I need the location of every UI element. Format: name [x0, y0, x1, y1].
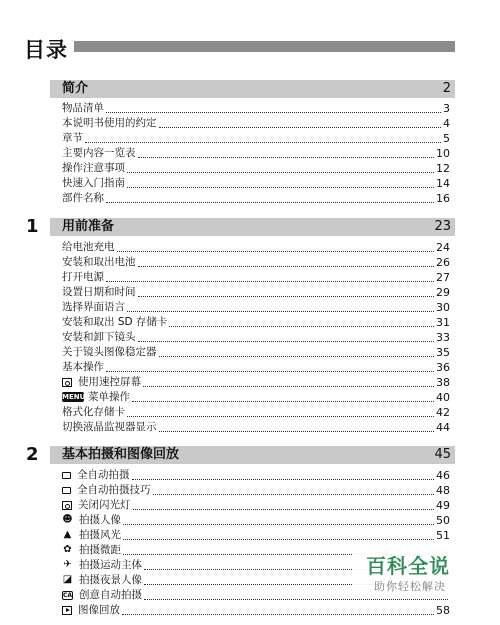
toc-page: 36 [436, 361, 450, 374]
section-page: 45 [434, 447, 451, 462]
toc-label-with-icon [62, 483, 151, 498]
toc-page: 27 [436, 271, 450, 284]
toc-item[interactable] [62, 176, 450, 191]
toc-page: 42 [436, 406, 450, 419]
toc-label: 主要内容一览表 [62, 147, 136, 159]
toc-page: 5 [443, 132, 450, 145]
toc-label: 关闭闪光灯 [78, 499, 131, 511]
toc-item[interactable] [62, 270, 450, 285]
toc-page: 24 [436, 241, 450, 254]
toc-item[interactable] [62, 116, 450, 131]
leader-dots [127, 416, 434, 417]
title-rule [74, 41, 455, 52]
toc-label: 安装和取出 SD 存储卡 [62, 316, 168, 328]
toc-label: 本说明书使用的约定 [62, 117, 157, 129]
toc-item[interactable] [62, 375, 450, 390]
toc-item[interactable] [62, 390, 450, 405]
toc-label: 物品清单 [62, 102, 104, 114]
toc-page: 29 [436, 286, 450, 299]
toc-page: 46 [436, 469, 450, 482]
toc-item[interactable] [62, 131, 450, 146]
portrait-icon: ☻ [62, 514, 73, 525]
toc-item[interactable] [62, 300, 450, 315]
toc-item[interactable] [62, 161, 450, 176]
toc-label-with-icon [62, 573, 142, 588]
toc-label-with-icon [62, 375, 141, 390]
toc-label: 格式化存储卡 [62, 406, 125, 418]
toc-item[interactable] [62, 191, 450, 206]
toc-label: 拍摄夜景人像 [79, 574, 142, 586]
toc-label: 部件名称 [62, 192, 104, 204]
chapter-number: 2 [26, 444, 39, 465]
toc-label-with-icon [62, 498, 131, 513]
toc-item[interactable] [62, 420, 450, 435]
toc-page: 49 [436, 499, 450, 512]
toc-label: 全自动拍摄技巧 [77, 484, 151, 496]
toc-page: 51 [436, 529, 450, 542]
leader-dots [123, 539, 434, 540]
toc-page: 12 [436, 162, 450, 175]
night-portrait-icon: ◪ [62, 574, 73, 585]
section-header-ch1[interactable] [50, 218, 455, 236]
toc-label: 操作注意事项 [62, 162, 125, 174]
leader-dots [159, 431, 435, 432]
toc-item[interactable] [62, 101, 450, 116]
toc-page: 33 [436, 331, 450, 344]
leader-dots [132, 401, 434, 402]
leader-dots [169, 326, 434, 327]
section-title: 用前准备 [62, 219, 115, 234]
toc-label-with-icon [62, 603, 120, 618]
watermark-title: 百科全说 [366, 554, 450, 578]
toc-item[interactable] [62, 528, 450, 543]
toc-page: 3 [443, 102, 450, 115]
leader-dots [144, 599, 448, 600]
section-page: 23 [434, 219, 451, 234]
toc-page: 26 [436, 256, 450, 269]
leader-dots [106, 202, 434, 203]
toc-item[interactable] [62, 603, 450, 618]
toc-list-ch1 [62, 240, 450, 435]
leader-dots [133, 509, 435, 510]
toc-item[interactable] [62, 405, 450, 420]
leader-dots [159, 127, 442, 128]
toc-label-with-icon [62, 390, 130, 405]
toc-page: 30 [436, 301, 450, 314]
toc-label-with-icon [62, 588, 142, 603]
toc-label: 全自动拍摄 [77, 469, 130, 481]
toc-page: 14 [436, 177, 450, 190]
playback-icon [62, 606, 72, 615]
toc-label: 关于镜头图像稳定器 [62, 346, 157, 358]
toc-label: 给电池充电 [62, 241, 115, 253]
leader-dots [85, 142, 441, 143]
toc-item[interactable] [62, 513, 450, 528]
toc-label-with-icon [62, 558, 142, 573]
leader-dots [122, 614, 434, 615]
section-header-ch2[interactable] [50, 446, 455, 464]
leader-dots [143, 386, 434, 387]
toc-page: 10 [436, 147, 450, 160]
leader-dots [117, 251, 435, 252]
toc-label-with-icon [62, 513, 121, 528]
toc-label: 打开电源 [62, 271, 104, 283]
toc-item[interactable] [62, 498, 450, 513]
toc-list-intro [62, 101, 450, 206]
toc-label: 拍摄风光 [79, 529, 121, 541]
quick-control-icon [62, 378, 72, 387]
toc-page: 44 [436, 421, 450, 434]
leader-dots [127, 311, 434, 312]
toc-label-with-icon [62, 468, 130, 483]
toc-label: 图像回放 [78, 604, 120, 616]
page-title: 目录 [24, 38, 68, 62]
toc-item[interactable] [62, 285, 450, 300]
toc-label: 拍摄微距 [79, 544, 121, 556]
leader-dots [106, 371, 434, 372]
toc-page: 58 [436, 604, 450, 617]
toc-item[interactable] [62, 483, 450, 498]
toc-label: 快速入门指南 [62, 177, 125, 189]
toc-label: 选择界面语言 [62, 301, 125, 313]
full-auto-icon [62, 487, 71, 494]
toc-label: 安装和取出电池 [62, 256, 136, 268]
toc-page: 31 [436, 316, 450, 329]
full-auto-icon [62, 472, 71, 479]
toc-page: 4 [443, 117, 450, 130]
leader-dots [153, 494, 435, 495]
section-page: 2 [442, 81, 451, 96]
toc-item[interactable] [62, 330, 450, 345]
menu-icon: MENU [62, 393, 86, 401]
flash-off-icon [62, 501, 72, 510]
section-title: 基本拍摄和图像回放 [62, 447, 180, 462]
toc-label-with-icon [62, 543, 121, 558]
leader-dots [159, 356, 435, 357]
leader-dots [123, 524, 434, 525]
section-header-intro[interactable] [50, 80, 455, 98]
toc-label: 菜单操作 [88, 391, 130, 403]
toc-label: 切换液晶监视器显示 [62, 421, 157, 433]
toc-page: 35 [436, 346, 450, 359]
leader-dots [127, 172, 434, 173]
toc-item[interactable] [62, 255, 450, 270]
toc-item[interactable] [62, 146, 450, 161]
leader-dots [138, 157, 435, 158]
toc-label: 使用速控屏幕 [78, 376, 141, 388]
chapter-number: 1 [26, 216, 39, 237]
leader-dots [132, 479, 435, 480]
toc-item[interactable] [62, 345, 450, 360]
toc-item[interactable] [62, 315, 450, 330]
landscape-icon: ▲ [63, 529, 72, 540]
toc-page: 16 [436, 192, 450, 205]
toc-page: 38 [436, 376, 450, 389]
toc-label: 安装和卸下镜头 [62, 331, 136, 343]
toc-label: 拍摄人像 [79, 514, 121, 526]
watermark [352, 548, 470, 598]
toc-item[interactable] [62, 468, 450, 483]
toc-page: 40 [436, 391, 450, 404]
leader-dots [106, 112, 441, 113]
toc-item[interactable] [62, 240, 450, 255]
leader-dots [106, 281, 434, 282]
creative-auto-icon: CA [63, 591, 73, 599]
toc-page: 48 [436, 484, 450, 497]
toc-label: 创意自动拍摄 [79, 589, 142, 601]
leader-dots [127, 187, 434, 188]
macro-icon: ✿ [63, 544, 72, 555]
toc-label-with-icon [62, 528, 121, 543]
toc-label: 基本操作 [62, 361, 104, 373]
leader-dots [138, 296, 435, 297]
section-title: 简介 [62, 81, 89, 96]
toc-page: 50 [436, 514, 450, 527]
leader-dots [138, 266, 435, 267]
toc-item[interactable] [62, 360, 450, 375]
toc-label: 拍摄运动主体 [79, 559, 142, 571]
toc-label: 设置日期和时间 [62, 286, 136, 298]
watermark-subtitle: 助你轻松解决 [374, 580, 446, 593]
leader-dots [138, 341, 435, 342]
toc-label: 章节 [62, 132, 83, 144]
sports-icon: ✈ [63, 559, 72, 570]
